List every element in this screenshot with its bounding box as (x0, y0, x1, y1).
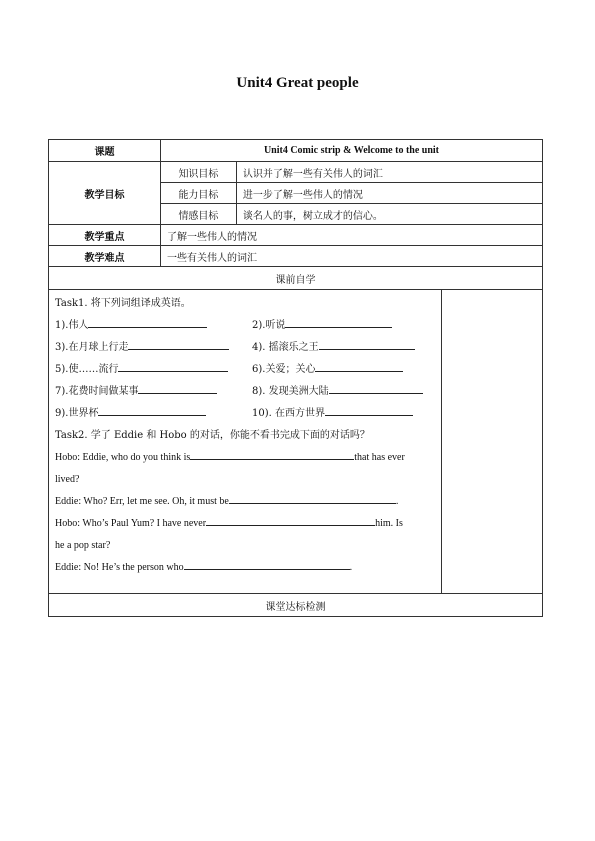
notes-column (441, 290, 542, 594)
dialogue-text: Eddie: Who? Err, let me see. Oh, it must be (55, 496, 229, 507)
dialogue-line-2 (55, 491, 435, 513)
dialogue-text: Hobo: Who’s Paul Yum? I have never (55, 518, 207, 529)
answer-blank[interactable] (206, 514, 375, 526)
task1-item-7: 7).花费时间做某事 (55, 386, 139, 397)
preclass-worksheet (49, 290, 442, 594)
objective-type-ability: 能力目标 (160, 183, 236, 204)
objectives-label: 教学目标 (49, 162, 161, 225)
task1-item-6: 6).关爱；关心 (252, 364, 316, 375)
dialogue-line-1-cont: lived? (55, 474, 80, 485)
objective-text-knowledge: 认识并了解一些有关伟人的词汇 (236, 162, 542, 183)
answer-blank[interactable] (329, 382, 423, 394)
answer-blank[interactable] (88, 316, 207, 328)
task1-item-2: 2).听说 (252, 320, 286, 331)
answer-blank[interactable] (98, 404, 206, 416)
dialogue-line-3 (55, 513, 435, 535)
answer-blank[interactable] (190, 448, 354, 460)
dialogue-line-3-cont: he a pop star? (55, 540, 111, 551)
dialogue-text: him. Is (375, 518, 403, 529)
inclass-section-header: 课堂达标检测 (49, 594, 543, 617)
dialogue-text: Hobo: Eddie, who do you think is (55, 452, 191, 463)
task1-item-3: 3).在月球上行走 (55, 342, 129, 353)
dialogue-text: that has ever (354, 452, 405, 463)
difficult-points-label: 教学难点 (49, 246, 161, 267)
task2-heading: Task2. 学了 Eddie 和 Hobo 的对话，你能不看书完成下面的对话吗？ (55, 430, 370, 441)
task1-item-8: 8). 发现美洲大陆 (252, 386, 329, 397)
difficult-points-value: 一些有关伟人的词汇 (160, 246, 542, 267)
topic-value: Unit4 Comic strip & Welcome to the unit (160, 140, 542, 162)
answer-blank[interactable] (128, 338, 229, 350)
task1-item-4: 4). 摇滚乐之王 (252, 342, 319, 353)
key-points-value: 了解一些伟人的情况 (160, 225, 542, 246)
objective-text-ability: 进一步了解一些伟人的情况 (236, 183, 542, 204)
answer-blank[interactable] (229, 492, 396, 504)
objective-type-emotion: 情感目标 (160, 204, 236, 225)
task1-row (55, 381, 435, 403)
answer-blank[interactable] (138, 382, 217, 394)
dialogue-text: . (349, 562, 353, 573)
dialogue-text: Eddie: No! He’s the person who (55, 562, 184, 573)
key-points-label: 教学重点 (49, 225, 161, 246)
document-title: Unit4 Great people (236, 75, 359, 91)
answer-blank[interactable] (184, 558, 350, 570)
task1-row (55, 403, 435, 425)
answer-blank[interactable] (285, 316, 392, 328)
lesson-plan-table (48, 139, 543, 617)
answer-blank[interactable] (319, 338, 415, 350)
task1-heading: Task1. 将下列词组译成英语。 (55, 298, 191, 309)
topic-label: 课题 (49, 140, 161, 162)
task1-row (55, 359, 435, 381)
task1-row (55, 315, 435, 337)
preclass-section-header: 课前自学 (49, 267, 543, 290)
task1-item-10: 10). 在西方世界 (252, 408, 325, 419)
objective-text-emotion: 谈名人的事，树立成才的信心。 (236, 204, 542, 225)
dialogue-line-1 (55, 447, 435, 469)
answer-blank[interactable] (325, 404, 413, 416)
task1-item-1: 1).伟人 (55, 320, 89, 331)
answer-blank[interactable] (315, 360, 403, 372)
objective-type-knowledge: 知识目标 (160, 162, 236, 183)
answer-blank[interactable] (118, 360, 228, 372)
task1-item-5: 5).使……流行 (55, 364, 119, 375)
task1-item-9: 9).世界杯 (55, 408, 99, 419)
task1-row (55, 337, 435, 359)
dialogue-text: . (395, 496, 399, 507)
dialogue-line-4 (55, 557, 435, 579)
